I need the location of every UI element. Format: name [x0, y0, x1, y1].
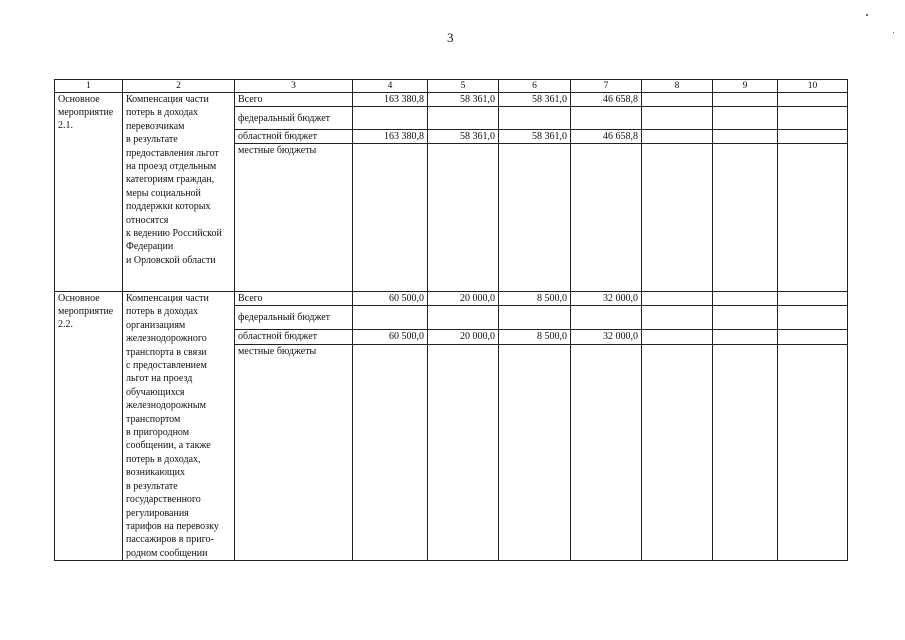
event-description: Компенсация части потерь в доходах перевозчикам в результате предоставления льгот на проезд отдельным категориям граждан, меры социальной поддержки которых относятся к ведению Российской Федерации и Орловской области	[123, 93, 235, 292]
empty-cell	[778, 144, 848, 292]
event-name: Основное мероприятие 2.2.	[55, 292, 123, 561]
value-col-6	[499, 306, 571, 330]
empty-cell	[778, 130, 848, 144]
value-col-7: 46 658,8	[571, 130, 642, 144]
empty-cell	[778, 330, 848, 344]
funding-source: местные бюджеты	[235, 344, 353, 561]
empty-cell	[642, 330, 713, 344]
empty-cell	[713, 292, 778, 306]
funding-source: областной бюджет	[235, 330, 353, 344]
scan-speck	[866, 14, 868, 16]
value-col-7	[571, 107, 642, 130]
empty-cell	[778, 107, 848, 130]
column-header: 6	[499, 80, 571, 93]
empty-cell	[642, 292, 713, 306]
table-row	[55, 93, 848, 107]
column-header: 4	[353, 80, 428, 93]
column-header: 5	[428, 80, 499, 93]
value-col-6: 8 500,0	[499, 292, 571, 306]
empty-cell	[778, 93, 848, 107]
value-col-6: 58 361,0	[499, 93, 571, 107]
empty-cell	[778, 344, 848, 561]
value-col-5	[428, 107, 499, 130]
empty-cell	[778, 292, 848, 306]
value-col-5	[428, 306, 499, 330]
column-header: 1	[55, 80, 123, 93]
column-header: 7	[571, 80, 642, 93]
funding-source: Всего	[235, 93, 353, 107]
value-col-4	[353, 344, 428, 561]
column-header: 2	[123, 80, 235, 93]
column-header: 9	[713, 80, 778, 93]
value-col-6: 58 361,0	[499, 130, 571, 144]
scan-speck	[893, 32, 894, 33]
empty-cell	[713, 306, 778, 330]
page-number: 3	[447, 30, 454, 45]
header-row	[55, 80, 848, 93]
value-col-4	[353, 144, 428, 292]
value-col-7: 46 658,8	[571, 93, 642, 107]
column-header: 10	[778, 80, 848, 93]
value-col-4	[353, 306, 428, 330]
value-col-7	[571, 306, 642, 330]
table-row	[55, 292, 848, 306]
budget-table	[54, 79, 848, 561]
funding-source: Всего	[235, 292, 353, 306]
value-col-4: 163 380,8	[353, 93, 428, 107]
value-col-5: 58 361,0	[428, 130, 499, 144]
value-col-7	[571, 144, 642, 292]
funding-source: федеральный бюджет	[235, 107, 353, 130]
value-col-5	[428, 344, 499, 561]
empty-cell	[642, 306, 713, 330]
value-col-6	[499, 107, 571, 130]
value-col-4: 60 500,0	[353, 330, 428, 344]
funding-source: областной бюджет	[235, 130, 353, 144]
funding-source: местные бюджеты	[235, 144, 353, 292]
empty-cell	[713, 144, 778, 292]
value-col-6: 8 500,0	[499, 330, 571, 344]
value-col-5: 20 000,0	[428, 330, 499, 344]
value-col-4	[353, 107, 428, 130]
value-col-7: 32 000,0	[571, 292, 642, 306]
empty-cell	[713, 130, 778, 144]
value-col-4: 60 500,0	[353, 292, 428, 306]
empty-cell	[778, 306, 848, 330]
value-col-6	[499, 344, 571, 561]
funding-source: федеральный бюджет	[235, 306, 353, 330]
column-header: 8	[642, 80, 713, 93]
value-col-7: 32 000,0	[571, 330, 642, 344]
value-col-6	[499, 144, 571, 292]
value-col-5: 58 361,0	[428, 93, 499, 107]
event-description: Компенсация части потерь в доходах организациям железнодорожного транспорта в связи с предоставлением льгот на проезд обучающихся железнодорожным транспортом в пригородном сообщении, а также потерь в доходах, возникающих в результате государственного регулирования тарифов на перевозку пассажиров в приго- родном сообщении	[123, 292, 235, 561]
empty-cell	[713, 344, 778, 561]
empty-cell	[713, 107, 778, 130]
empty-cell	[642, 144, 713, 292]
event-name: Основное мероприятие 2.1.	[55, 93, 123, 292]
value-col-4: 163 380,8	[353, 130, 428, 144]
value-col-5: 20 000,0	[428, 292, 499, 306]
empty-cell	[642, 93, 713, 107]
value-col-5	[428, 144, 499, 292]
value-col-7	[571, 344, 642, 561]
empty-cell	[642, 344, 713, 561]
empty-cell	[713, 93, 778, 107]
empty-cell	[713, 330, 778, 344]
empty-cell	[642, 130, 713, 144]
column-header: 3	[235, 80, 353, 93]
empty-cell	[642, 107, 713, 130]
